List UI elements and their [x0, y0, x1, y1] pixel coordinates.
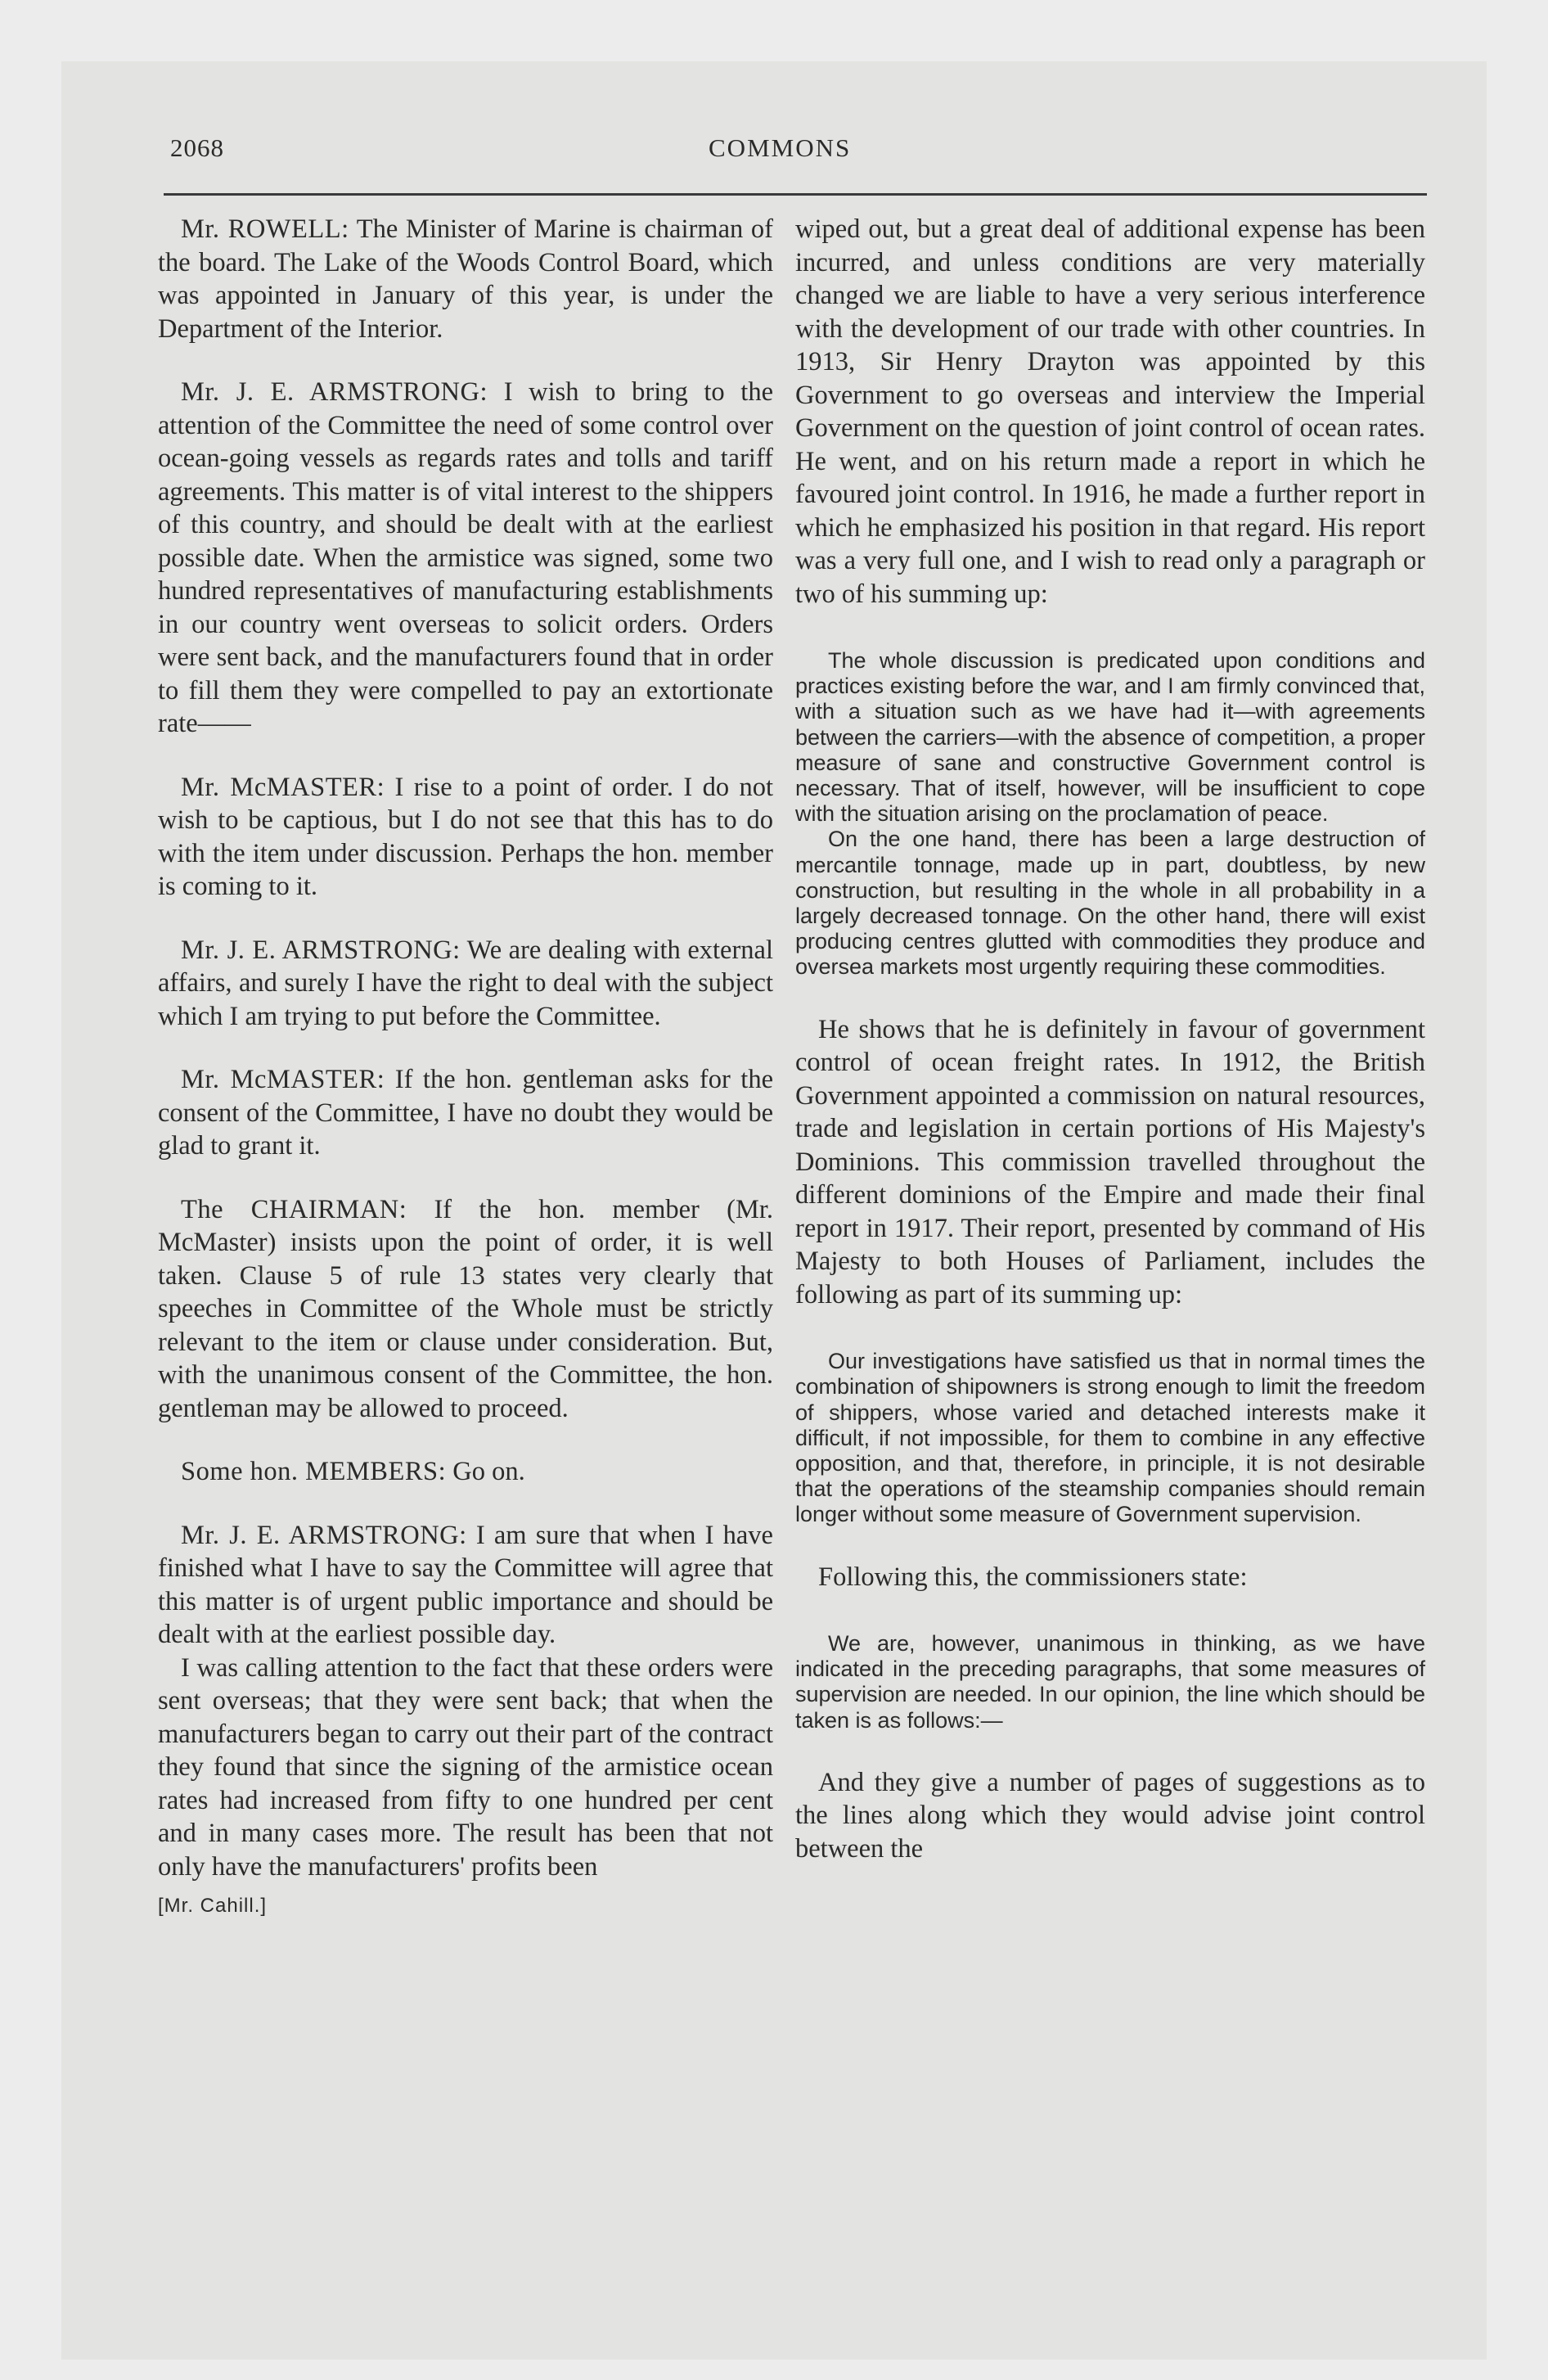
speaker-name: Some hon. MEMBERS: [181, 1457, 447, 1486]
paragraph [158, 1519, 773, 1652]
paragraph [158, 934, 773, 1034]
block-quote [795, 1631, 1425, 1733]
speech-text: If the hon. member (Mr. McMaster) insists upon the point of order, it is well taken. Clause 5 of rule 13 states very clearly that speeches in Committee of the Whole must be strictly relevant to the item or clause under consideration. But, with the unanimous consent of the Committee, the hon. gentleman may be allowed to proceed. [158, 1194, 773, 1423]
paragraph [158, 376, 773, 741]
header-rule [164, 193, 1427, 196]
speech-text: I am sure that when I have finished what I have to say the Committee will agree that this matter is of urgent public importance and should be dealt with at the earliest possible day. [158, 1520, 773, 1649]
page-number: 2068 [170, 133, 224, 162]
left-column [158, 213, 773, 1923]
speaker-name: Mr. McMASTER: [181, 772, 385, 802]
block-quote [795, 1349, 1425, 1527]
speaker-name: Mr. McMASTER: [181, 1065, 385, 1094]
speech-text: I wish to bring to the attention of the Committee the need of some control over ocean-going vessels as regards rates and tolls and tariff agreements. This matter is of vital interest to the shippers of this country, and should be dealt with at the earliest possible date. When the armistice was signed, some two hundred representatives of manufacturing establishments in our country went overseas to solicit orders. Orders were sent back, and the manufacturers found that in order to fill them they were compelled to pay an extortionate rate—— [158, 377, 773, 738]
speaker-name: Mr. J. E. ARMSTRONG: [181, 1520, 467, 1550]
right-column [795, 213, 1425, 1865]
quote-paragraph: Our investigations have satisfied us that in normal times the combination of shipowners is strong enough to limit the freedom of shippers, whose varied and detached interests make it difficult, if not impossible, for them to combine in any effective opposition, and that, therefore, in principle, it is not desirable that the operations of the steamship companies should remain longer without some measure of Government supervision. [795, 1349, 1425, 1527]
speaker-name: Mr. ROWELL: [181, 214, 349, 244]
speaker-name: The CHAIRMAN: [181, 1194, 407, 1224]
speech-text: We are dealing with external affairs, and surely I have the right to deal with the subject which I am trying to put before the Committee. [158, 935, 773, 1031]
speech-text: The Minister of Marine is chairman of the board. The Lake of the Woods Control Board, which was appointed in January of this year, is under the Department of the Interior. [158, 214, 773, 344]
speech-text: I rise to a point of order. I do not wish to be captious, but I do not see that this has to do with the item under discussion. Perhaps the hon. member is coming to it. [158, 772, 773, 901]
speech-text: If the hon. gentleman asks for the consent of the Committee, I have no doubt they would be glad to grant it. [158, 1065, 773, 1161]
speech-text: Go on. [446, 1457, 525, 1486]
paragraph: And they give a number of pages of suggestions as to the lines along which they would advise joint control between the [795, 1767, 1425, 1864]
paragraph: wiped out, but a great deal of additional expense has been incurred, and unless conditions are very materially changed we are liable to have a very serious interference with the development of our trade with other countries. In 1913, Sir Henry Drayton was appointed by this Government to go overseas and interview the Imperial Government on the question of joint control of ocean rates. He went, and on his return made a report in which he favoured joint control. In 1916, he made a further report in which he emphasized his position in that regard. His report was a very full one, and I wish to read only a paragraph or two of his summing up: [795, 214, 1425, 609]
speaker-attribution: [Mr. Cahill.] [158, 1895, 268, 1917]
paragraph [158, 1063, 773, 1163]
paragraph: I was calling attention to the fact that these orders were sent overseas; that they were sent back; that when the manufacturers began to carry out their part of the contract they found that since the signing of the armistice ocean rates had increased from fifty to one hundred per cent and in many cases more. The result has been that not only have the manufacturers' profits been [158, 1652, 773, 1882]
running-head: COMMONS [709, 133, 852, 162]
speaker-name: Mr. J. E. ARMSTRONG: [181, 377, 488, 407]
paragraph [158, 1455, 773, 1489]
block-quote [795, 648, 1425, 980]
paragraph: Following this, the commissioners state: [818, 1562, 1248, 1592]
quote-paragraph: We are, however, unanimous in thinking, as we have indicated in the preceding paragraphs, that some measures of supervision are needed. In our opinion, the line which should be taken is as follows:— [795, 1631, 1425, 1733]
paragraph: He shows that he is definitely in favour of government control of ocean freight rates. In 1912, the British Government appointed a commission on natural resources, trade and legislation in certain portions of His Majesty's Dominions. This commission travelled throughout the different dominions of the Empire and made their final report in 1917. Their report, presented by command of His Majesty to both Houses of Parliament, includes the following as part of its summing up: [795, 1014, 1425, 1309]
speaker-name: Mr. J. E. ARMSTRONG: [181, 935, 461, 965]
paragraph [158, 213, 773, 345]
quote-paragraph: The whole discussion is predicated upon conditions and practices existing before the war, and I am firmly convinced that, with a situation such as we have had it—with agreements between the carriers—with the absence of competition, a proper measure of sane and constructive Government control is necessary. That of itself, however, will be insufficient to cope with the situation arising on the proclamation of peace. [795, 648, 1425, 827]
paragraph [158, 771, 773, 904]
quote-paragraph: On the one hand, there has been a large destruction of mercantile tonnage, made up in part, doubtless, by new construction, but resulting in the whole in all probability in a largely decreased tonnage. On the other hand, there will exist producing centres glutted with commodities they produce and oversea markets most urgently requiring these commodities. [795, 827, 1425, 980]
paragraph [158, 1193, 773, 1426]
